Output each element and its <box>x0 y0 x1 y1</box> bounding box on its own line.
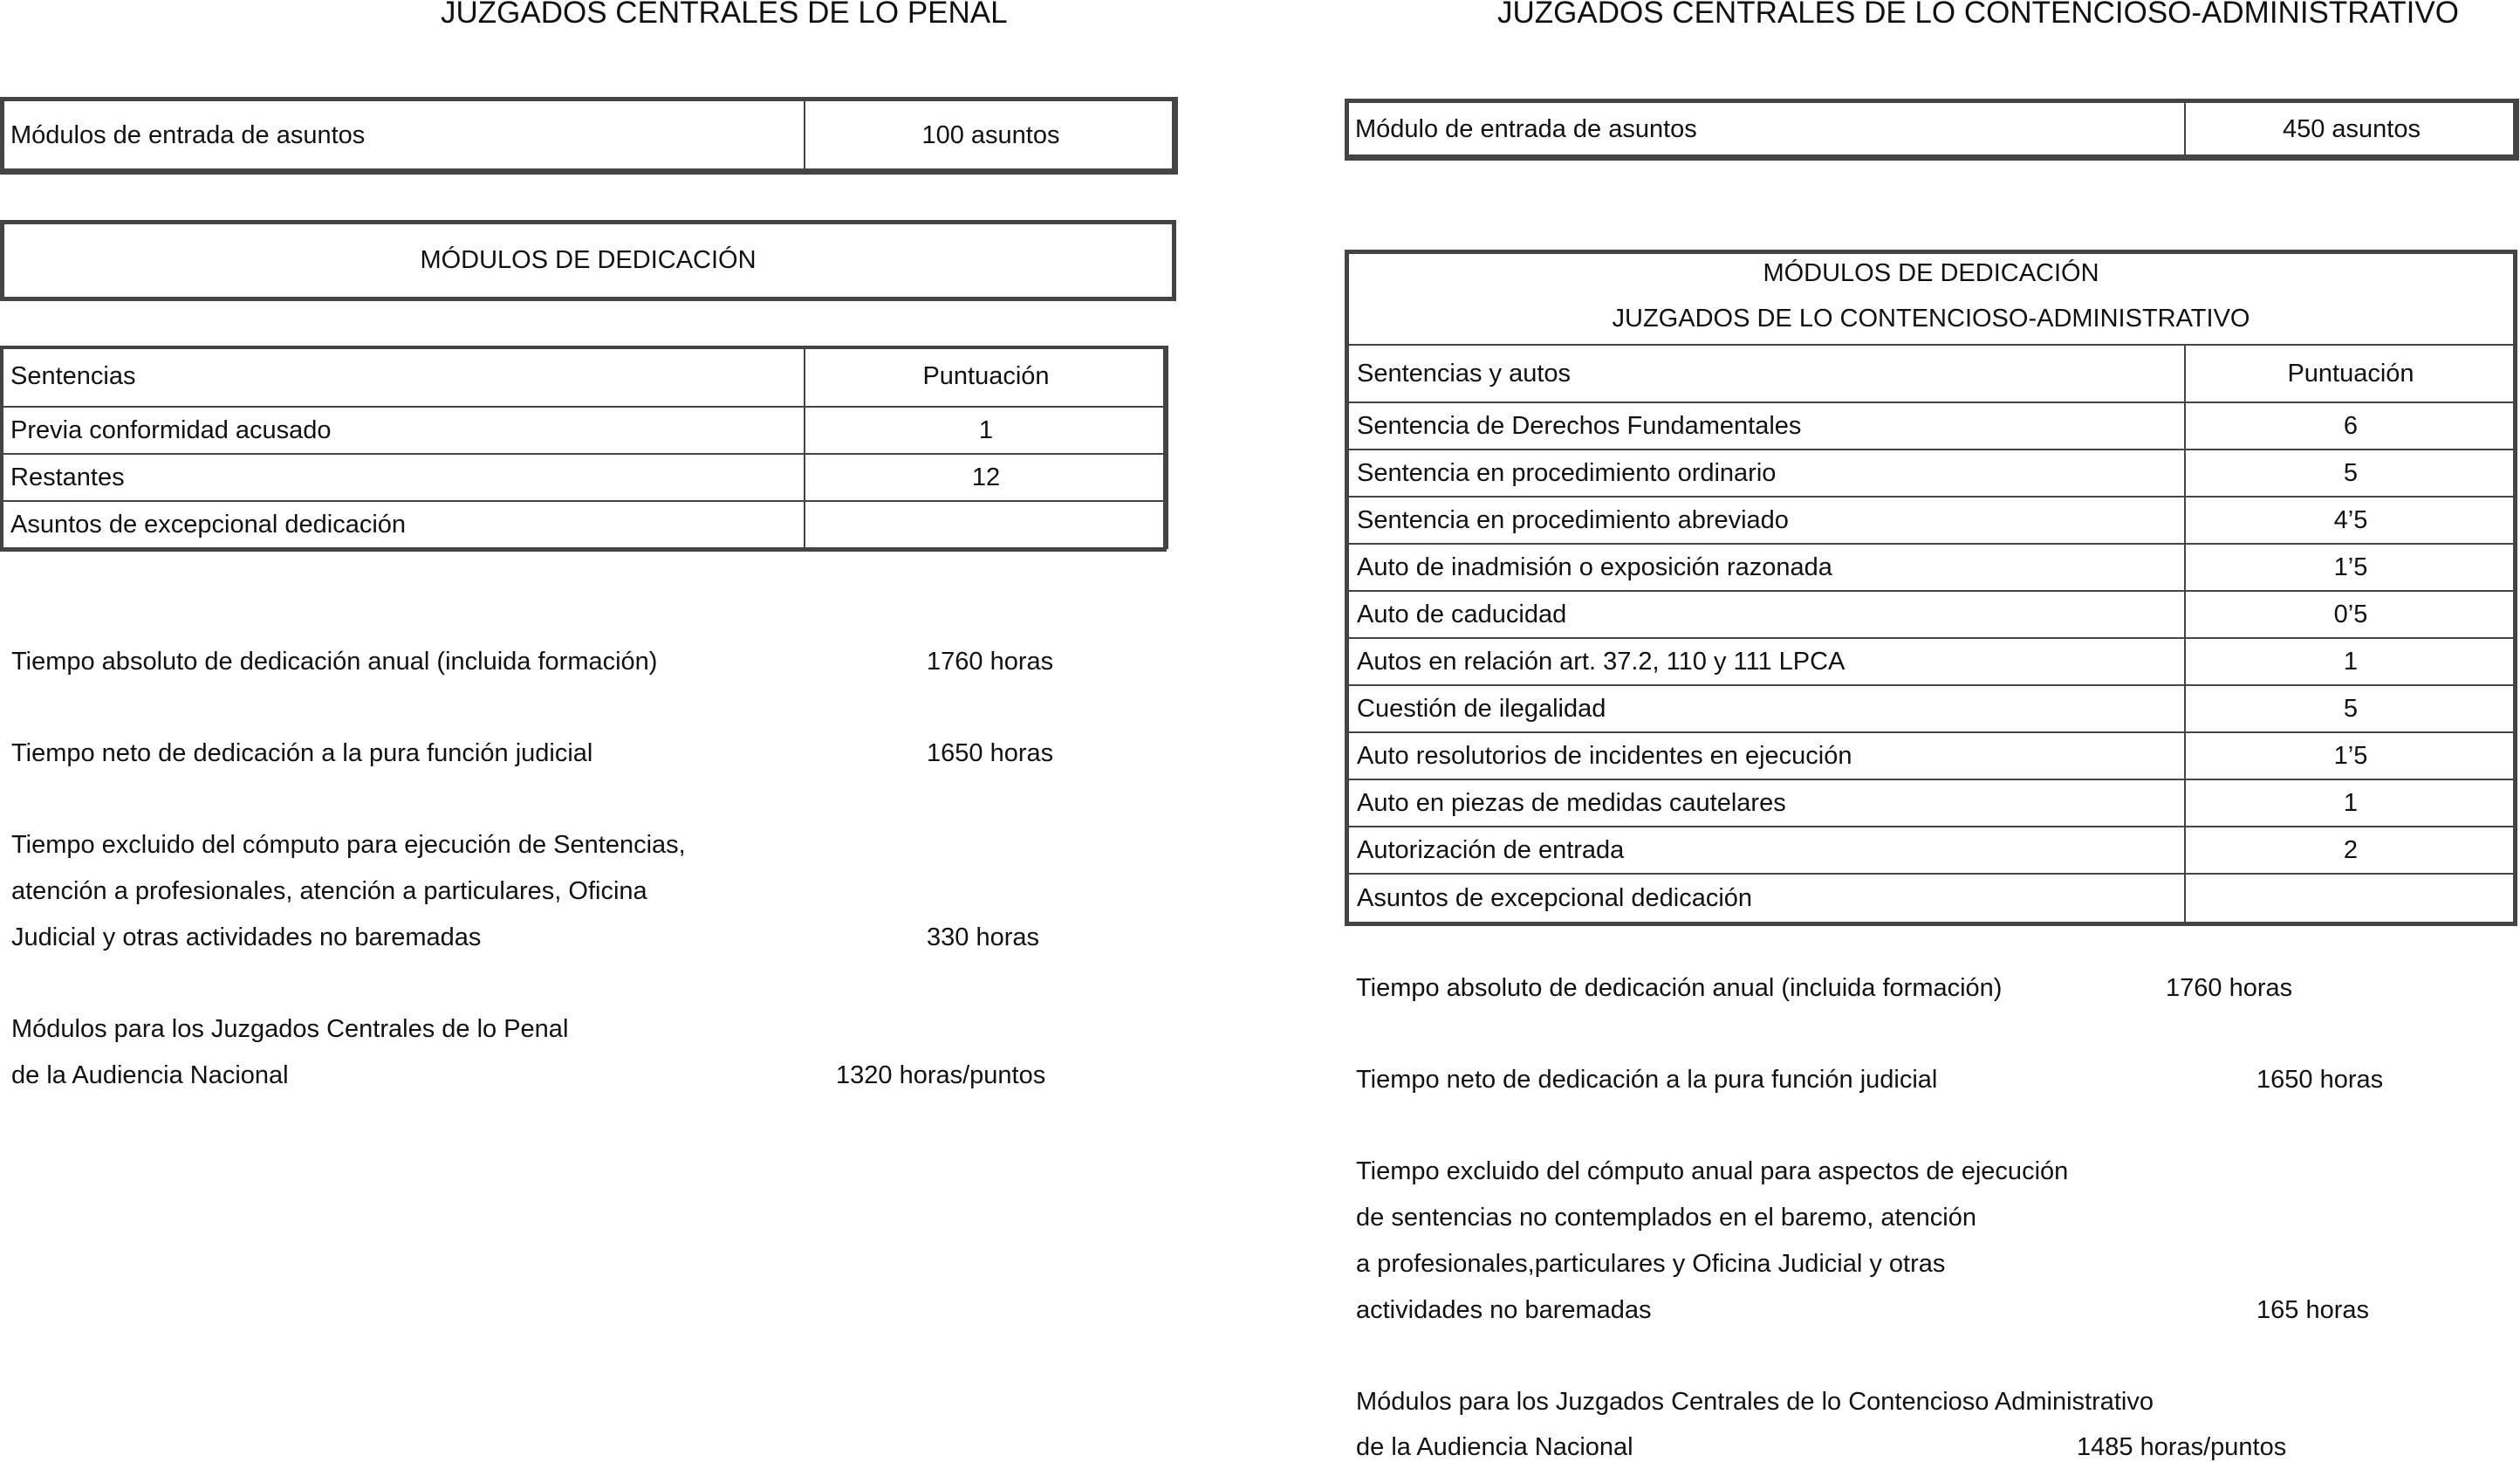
penal-row-label: Previa conformidad acusado <box>1 407 805 454</box>
contencioso-row-value: 0’5 <box>2185 591 2517 638</box>
penal-entrada-value: 100 asuntos <box>805 98 1177 174</box>
penal-row-label: Asuntos de excepcional dedicación <box>1 501 805 548</box>
penal-entrada-label: Módulos de entrada de asuntos <box>1 98 805 174</box>
contencioso-row-label: Auto resolutorios de incidentes en ejecución <box>1347 732 2185 779</box>
contencioso-tiempo-excluido-line: a profesionales,particulares y Oficina Judicial y otras <box>1356 1250 1946 1278</box>
contencioso-row-label: Sentencia en procedimiento abreviado <box>1347 497 2185 544</box>
penal-row-value <box>805 501 1168 548</box>
contencioso-tiempo-absoluto-label: Tiempo absoluto de dedicación anual (incluida formación) <box>1356 974 2003 1002</box>
penal-tiempo-neto-value: 1650 horas <box>927 739 1054 767</box>
contencioso-row-value: 5 <box>2185 685 2517 732</box>
contencioso-entrada-label: Módulo de entrada de asuntos <box>1346 100 2185 160</box>
penal-modulos-value: 1320 horas/puntos <box>836 1061 1046 1089</box>
contencioso-row-label: Auto de inadmisión o exposición razonada <box>1347 544 2185 591</box>
penal-modulos-line: de la Audiencia Nacional <box>11 1061 289 1089</box>
contencioso-row-label: Auto en piezas de medidas cautelares <box>1347 779 2185 827</box>
contencioso-table-header-score: Puntuación <box>2185 345 2517 402</box>
penal-tiempo-absoluto-label: Tiempo absoluto de dedicación anual (incluida formación) <box>11 648 658 676</box>
contencioso-row-value <box>2185 874 2517 923</box>
contencioso-row-label: Autos en relación art. 37.2, 110 y 111 LPCA <box>1347 638 2185 685</box>
contencioso-tiempo-excluido-line: actividades no baremadas <box>1356 1296 1652 1324</box>
penal-table-header-score: Puntuación <box>805 347 1168 407</box>
contencioso-row-label: Autorización de entrada <box>1347 827 2185 874</box>
contencioso-row-value: 4’5 <box>2185 497 2517 544</box>
contencioso-tiempo-excluido-line: de sentencias no contemplados en el baremo, atención <box>1356 1204 1976 1232</box>
contencioso-entrada-table <box>1345 99 2519 161</box>
contencioso-modulos-value: 1485 horas/puntos <box>2077 1433 2287 1461</box>
contencioso-row-value: 1 <box>2185 638 2517 685</box>
contencioso-modulos-line: de la Audiencia Nacional <box>1356 1433 1633 1461</box>
contencioso-row-label: Asuntos de excepcional dedicación <box>1347 874 2185 923</box>
penal-tiempo-excluido-line: Tiempo excluido del cómputo para ejecución de Sentencias, <box>11 831 686 859</box>
contencioso-row-label: Auto de caducidad <box>1347 591 2185 638</box>
penal-tiempo-excluido-line: Judicial y otras actividades no baremadas <box>11 923 482 951</box>
contencioso-tiempo-absoluto-value: 1760 horas <box>2166 974 2293 1002</box>
contencioso-row-value: 1’5 <box>2185 732 2517 779</box>
contencioso-row-label: Cuestión de ilegalidad <box>1347 685 2185 732</box>
contencioso-dedicacion-title-2: JUZGADOS DE LO CONTENCIOSO-ADMINISTRATIVO <box>1612 305 2250 333</box>
penal-title: JUZGADOS CENTRALES DE LO PENAL <box>441 0 1008 30</box>
contencioso-row-label: Sentencia en procedimiento ordinario <box>1347 450 2185 497</box>
contencioso-entrada-value: 450 asuntos <box>2185 100 2518 160</box>
penal-entrada-table <box>0 97 1178 175</box>
contencioso-tiempo-excluido-value: 165 horas <box>2256 1296 2369 1324</box>
penal-row-value: 12 <box>805 454 1168 501</box>
contencioso-tiempo-neto-value: 1650 horas <box>2256 1066 2384 1094</box>
penal-row-label: Restantes <box>1 454 805 501</box>
contencioso-sentencias-table <box>1346 344 2517 924</box>
penal-dedicacion-title: MÓDULOS DE DEDICACIÓN <box>420 246 757 274</box>
penal-tiempo-excluido-line: atención a profesionales, atención a particulares, Oficina <box>11 877 647 905</box>
penal-table-header-label: Sentencias <box>1 347 805 407</box>
contencioso-row-value: 1 <box>2185 779 2517 827</box>
penal-row-value: 1 <box>805 407 1168 454</box>
penal-tiempo-excluido-value: 330 horas <box>927 923 1039 951</box>
contencioso-title: JUZGADOS CENTRALES DE LO CONTENCIOSO-ADMINISTRATIVO <box>1497 0 2459 30</box>
contencioso-tiempo-neto-label: Tiempo neto de dedicación a la pura función judicial <box>1356 1066 1938 1094</box>
contencioso-dedicacion-title-1: MÓDULOS DE DEDICACIÓN <box>1763 259 2099 287</box>
penal-tiempo-absoluto-value: 1760 horas <box>927 648 1054 676</box>
contencioso-row-value: 5 <box>2185 450 2517 497</box>
contencioso-modulos-line: Módulos para los Juzgados Centrales de lo Contencioso Administrativo <box>1356 1388 2154 1416</box>
contencioso-tiempo-excluido-line: Tiempo excluido del cómputo anual para aspectos de ejecución <box>1356 1157 2069 1185</box>
contencioso-row-value: 1’5 <box>2185 544 2517 591</box>
contencioso-row-value: 6 <box>2185 402 2517 450</box>
contencioso-row-label: Sentencia de Derechos Fundamentales <box>1347 402 2185 450</box>
penal-modulos-line: Módulos para los Juzgados Centrales de lo Penal <box>11 1015 569 1043</box>
penal-dedicacion-box <box>0 220 1176 301</box>
contencioso-table-header-label: Sentencias y autos <box>1347 345 2185 402</box>
contencioso-row-value: 2 <box>2185 827 2517 874</box>
penal-sentencias-table <box>0 346 1168 549</box>
penal-tiempo-neto-label: Tiempo neto de dedicación a la pura función judicial <box>11 739 593 767</box>
